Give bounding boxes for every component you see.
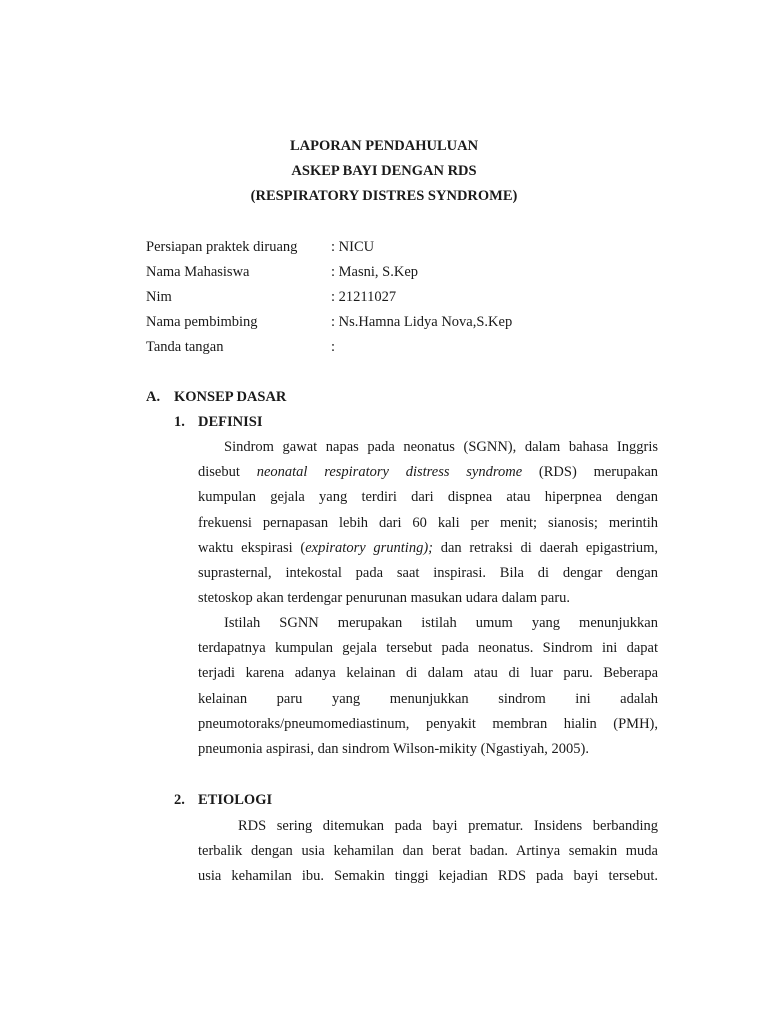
paragraph-line: frekuensi pernapasan lebih dari 60 kali per menit; sianosis; merintih bbox=[198, 514, 658, 531]
text-run: (RDS) merupakan bbox=[522, 464, 659, 481]
paragraph-line: Sindrom gawat napas pada neonatus (SGNN), dalam bahasa Inggris bbox=[224, 439, 658, 455]
info-row-tanda-tangan bbox=[146, 335, 706, 360]
text-run: dan retraksi di daerah epigastrium, bbox=[432, 539, 658, 556]
paragraph-line: pneumonia aspirasi, dan sindrom Wilson-mikity (Ngastiyah, 2005). bbox=[198, 740, 589, 757]
subsection-title: ETIOLOGI bbox=[198, 792, 273, 808]
paragraph-line: stetoskop akan terdengar penurunan masukan udara dalam paru. bbox=[198, 590, 571, 607]
italic-term: neonatal respiratory distress syndrome bbox=[256, 464, 523, 481]
italic-term: expiratory grunting); bbox=[305, 539, 433, 556]
info-value: : Ns.Hamna Lidya Nova,S.Kep bbox=[331, 314, 513, 330]
info-label: Persiapan praktek diruang bbox=[146, 239, 298, 255]
info-label: Nama pembimbing bbox=[146, 314, 258, 330]
section-number: A. bbox=[146, 389, 161, 405]
text-run: disebut bbox=[198, 464, 257, 481]
paragraph-definisi-1 bbox=[198, 435, 658, 611]
info-value: : NICU bbox=[331, 239, 375, 255]
title-line-3: (RESPIRATORY DISTRES SYNDROME) bbox=[250, 188, 518, 204]
subsection-number: 2. bbox=[174, 792, 185, 808]
paragraph-etiologi-1 bbox=[198, 814, 658, 890]
subsection-heading-etiologi bbox=[174, 788, 272, 813]
info-row-nim bbox=[146, 285, 706, 310]
paragraph-line: Istilah SGNN merupakan istilah umum yang menunjukkan bbox=[224, 615, 658, 631]
student-info-table bbox=[146, 235, 706, 360]
info-row-nama bbox=[146, 260, 706, 285]
info-label: Nim bbox=[146, 289, 172, 305]
document-title bbox=[0, 134, 768, 209]
info-value: : 21211027 bbox=[331, 289, 397, 305]
title-line-1: LAPORAN PENDAHULUAN bbox=[289, 138, 479, 154]
title-line-2: ASKEP BAYI DENGAN RDS bbox=[291, 163, 477, 179]
paragraph-line: terjadi karena adanya kelainan di dalam atau di luar paru. Beberapa bbox=[198, 665, 658, 682]
section-title: KONSEP DASAR bbox=[174, 389, 287, 405]
paragraph-line: pneumotoraks/pneumomediastinum, penyakit membran hialin (PMH), bbox=[198, 715, 658, 732]
text-run: waktu ekspirasi ( bbox=[198, 539, 306, 556]
paragraph-line: RDS sering ditemukan pada bayi prematur. Insidens berbanding bbox=[238, 818, 658, 834]
subsection-heading-definisi bbox=[174, 410, 262, 435]
info-row-pembimbing bbox=[146, 310, 706, 335]
paragraph-line: kumpulan gejala yang terdiri dari dispnea atau hiperpnea dengan bbox=[198, 489, 658, 506]
subsection-title: DEFINISI bbox=[198, 414, 263, 430]
paragraph-line bbox=[198, 460, 658, 485]
paragraph-line: kelainan paru yang menunjukkan sindrom ini adalah bbox=[198, 690, 658, 707]
info-label: Tanda tangan bbox=[146, 339, 224, 355]
paragraph-line bbox=[198, 536, 658, 561]
info-value: : bbox=[331, 339, 336, 355]
section-heading-konsep-dasar bbox=[146, 385, 286, 410]
info-label: Nama Mahasiswa bbox=[146, 264, 250, 280]
paragraph-line: terdapatnya kumpulan gejala tersebut pada neonatus. Sindrom ini dapat bbox=[198, 640, 658, 657]
paragraph-definisi-2 bbox=[198, 611, 658, 762]
info-row-ruang bbox=[146, 235, 706, 260]
paragraph-line: usia kehamilan ibu. Semakin tinggi kejadian RDS pada bayi tersebut. bbox=[198, 868, 658, 885]
paragraph-line: suprasternal, intekostal pada saat inspirasi. Bila di dengar dengan bbox=[198, 564, 658, 581]
subsection-number: 1. bbox=[174, 414, 185, 430]
paragraph-line: terbalik dengan usia kehamilan dan berat badan. Artinya semakin muda bbox=[198, 843, 658, 860]
info-value: : Masni, S.Kep bbox=[331, 264, 418, 280]
